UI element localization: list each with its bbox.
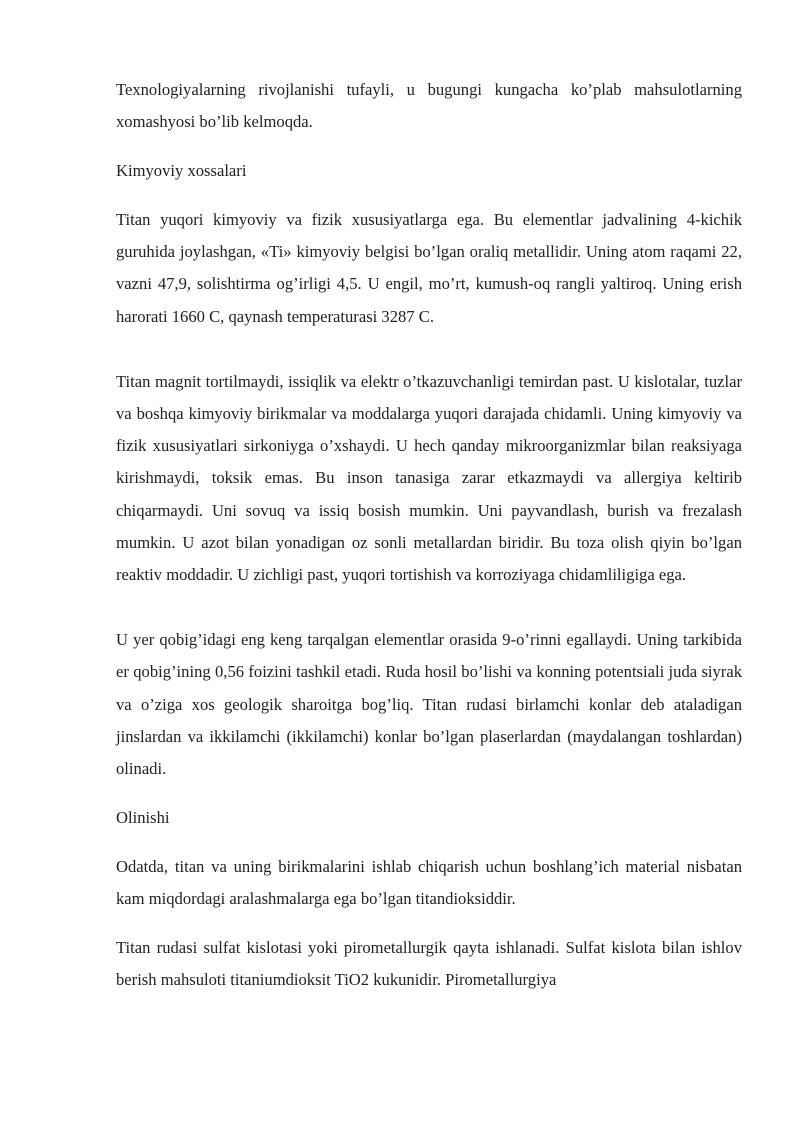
paragraph-spacer	[116, 608, 742, 624]
document-page	[116, 74, 742, 1013]
section-heading-production: Olinishi	[116, 808, 170, 828]
section-heading-chemical-properties: Kimyoviy xossalari	[116, 161, 247, 181]
paragraph-spacer	[116, 350, 742, 366]
intro-paragraph: Texnologiyalarning rivojlanishi tufayli, u bugungi kungacha ko’plab mahsulotlarning xomashyosi bo’lib kelmoqda.	[116, 80, 742, 132]
chemical-properties-paragraph: Titan yuqori kimyoviy va fizik xususiyatlarga ega. Bu elementlar jadvalining 4-kichik guruhida joylashgan, «Ti» kimyoviy belgisi bo’lgan oraliq metallidir. Uning atom raqami 22, vazni 47,9, solishtirma og’irligi 4,5. U engil, mo’rt, kumush-oq rangli yaltiroq. Uning erish harorati 1660 C, qaynash temperaturasi 3287 C.	[116, 209, 742, 326]
physical-behaviour-paragraph: Titan magnit tortilmaydi, issiqlik va elektr o’tkazuvchanligi temirdan past. U kislotalar, tuzlar va boshqa kimyoviy birikmalar va moddalarga yuqori darajada chidamli. Uning kimyoviy va fizik xususiyatlari sirkoniyga o’xshaydi. U hech qanday mikroorganizmlar bilan reaksiyaga kirishmaydi, toksik emas. Bu inson tanasiga zarar etkazmaydi va allergiya keltirib chiqarmaydi. Uni sovuq va issiq bosish mumkin. Uni payvandlash, burish va frezalash mumkin. U azot bilan yonadigan oz sonli metallardan biridir. Bu toza olish qiyin bo’lgan reaktiv moddadir. U zichligi past, yuqori tortishish va korroziyaga chidamliligiga ega.	[116, 371, 742, 585]
production-intro-paragraph: Odatda, titan va uning birikmalarini ishlab chiqarish uchun boshlang’ich material nisbatan kam miqdordagi aralashmalarga ega bo’lgan titandioksiddir.	[116, 856, 742, 909]
occurrence-paragraph: U yer qobig’idagi eng keng tarqalgan elementlar orasida 9-o’rinni egallaydi. Uning tarkibida er qobig’ining 0,56 foizini tashkil etadi. Ruda hosil bo’lishi va konning potentsiali juda siyrak va o’ziga xos geologik sharoitga bog’liq. Titan rudasi birlamchi konlar deb ataladigan jinslardan va ikkilamchi (ikkilamchi) konlar bo’lgan plaserlardan (maydalangan toshlardan) olinadi.	[116, 630, 742, 779]
ore-processing-paragraph: Titan rudasi sulfat kislotasi yoki pirometallurgik qayta ishlanadi. Sulfat kislota bilan ishlov berish mahsuloti titaniumdioksit TiO2 kukunidir. Pirometallurgiya	[116, 938, 742, 990]
